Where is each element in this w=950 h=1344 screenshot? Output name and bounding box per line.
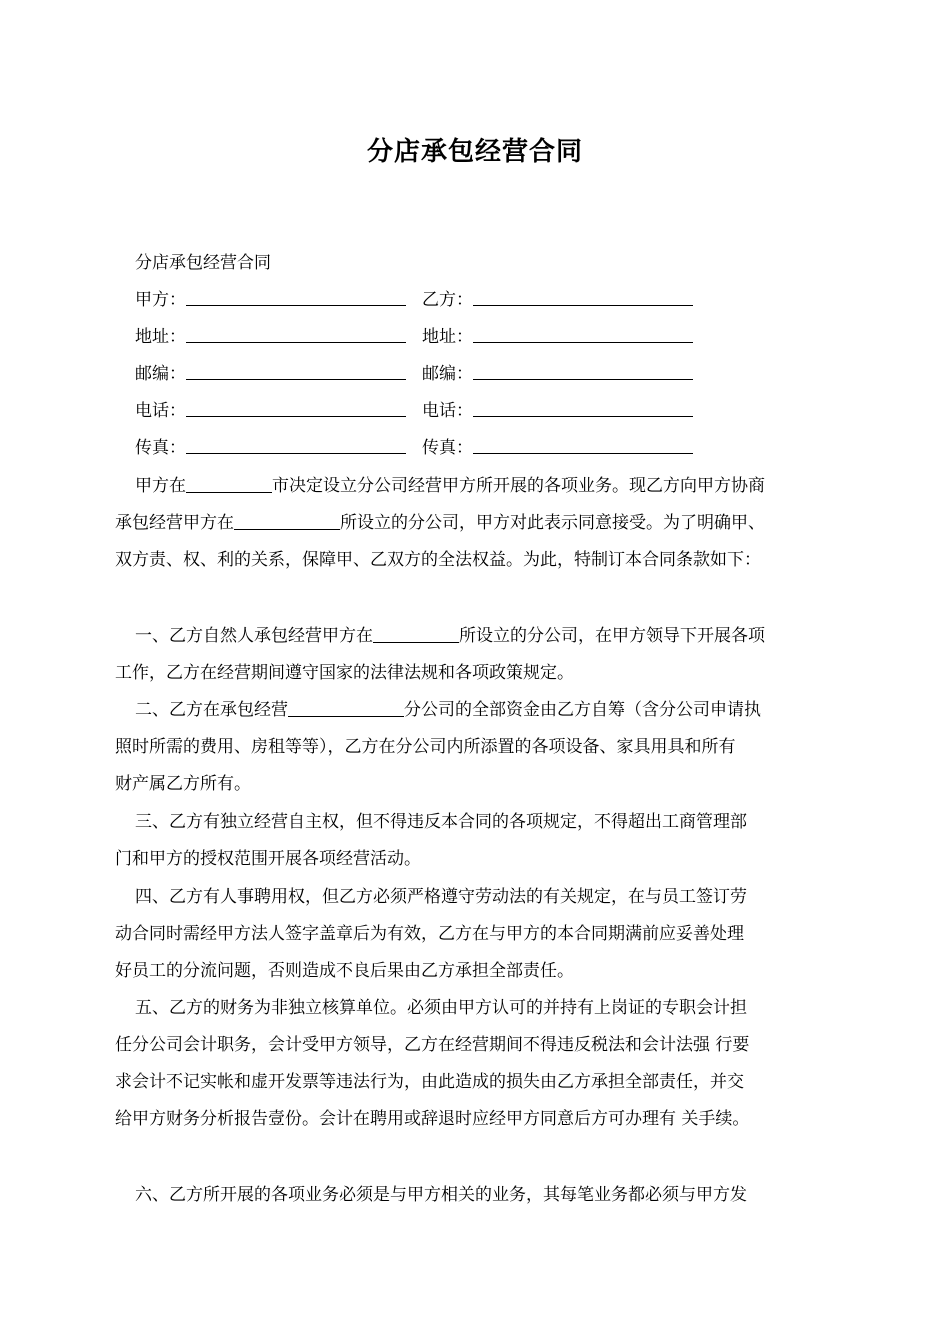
party-b-postcode-field[interactable] bbox=[473, 361, 693, 380]
party-row-fax bbox=[135, 435, 735, 461]
clause-text: 好员工的分流问题，否则造成不良后果由乙方承担全部责任。 bbox=[115, 961, 574, 981]
party-row-address bbox=[135, 324, 735, 350]
party-a-fax-field[interactable] bbox=[186, 435, 406, 454]
clause-2 bbox=[115, 692, 850, 803]
party-b-postcode-label: 邮编： bbox=[422, 364, 473, 384]
clause-text: 三、乙方有独立经营自主权，但不得违反本合同的各项规定，不得超出工商管理部 bbox=[135, 812, 747, 832]
party-b-name-field[interactable] bbox=[473, 287, 693, 306]
clause-text: 财产属乙方所有。 bbox=[115, 774, 251, 794]
clause-text: 任分公司会计职务，会计受甲方领导，乙方在经营期间不得违反税法和会计法强 行要 bbox=[115, 1035, 750, 1055]
party-a-postcode-label: 邮编： bbox=[135, 364, 186, 384]
preamble-text: 双方责、权、利的关系，保障甲、乙双方的全法权益。为此，特制订本合同条款如下： bbox=[115, 550, 761, 570]
party-b-fax-label: 传真： bbox=[422, 438, 473, 458]
party-b-fax-field[interactable] bbox=[473, 435, 693, 454]
clause-5 bbox=[115, 990, 850, 1138]
party-a-postcode-field[interactable] bbox=[186, 361, 406, 380]
clause-text: 门和甲方的授权范围开展各项经营活动。 bbox=[115, 849, 421, 869]
clause-text: 动合同时需经甲方法人签字盖章后为有效，乙方在与甲方的本合同期满前应妥善处理 bbox=[115, 924, 744, 944]
city-blank[interactable] bbox=[186, 474, 272, 493]
clause-1-blank[interactable] bbox=[373, 624, 459, 643]
party-a-phone-label: 电话： bbox=[135, 401, 186, 421]
clause-2-blank[interactable] bbox=[288, 698, 404, 717]
clause-text: 给甲方财务分析报告壹份。会计在聘用或辞退时应经甲方同意后方可办理有 关手续。 bbox=[115, 1109, 750, 1129]
clause-3 bbox=[115, 804, 850, 878]
party-b-phone-field[interactable] bbox=[473, 398, 693, 417]
document-subtitle: 分店承包经营合同 bbox=[135, 253, 271, 273]
party-a-address-field[interactable] bbox=[186, 324, 406, 343]
clause-4 bbox=[115, 879, 850, 990]
preamble-text: 市决定设立分公司经营甲方所开展的各项业务。现乙方向甲方协商 bbox=[272, 476, 765, 496]
clause-text: 四、乙方有人事聘用权，但乙方必须严格遵守劳动法的有关规定，在与员工签订劳 bbox=[135, 887, 747, 907]
party-a-address-label: 地址： bbox=[135, 327, 186, 347]
clause-1 bbox=[115, 618, 850, 692]
document-title: 分店承包经营合同 bbox=[366, 137, 583, 167]
clause-text: 五、乙方的财务为非独立核算单位。必须由甲方认可的并持有上岗证的专职会计担 bbox=[135, 998, 747, 1018]
party-row-name bbox=[135, 287, 735, 313]
party-row-postcode bbox=[135, 361, 735, 387]
clause-6 bbox=[115, 1177, 850, 1214]
clause-text: 一、乙方自然人承包经营甲方在 bbox=[135, 626, 373, 646]
clause-text: 照时所需的费用、房租等等），乙方在分公司内所添置的各项设备、家具用具和所有 bbox=[115, 737, 736, 757]
party-a-name-label: 甲方： bbox=[135, 290, 186, 310]
clause-text: 分公司的全部资金由乙方自筹（含分公司申请执 bbox=[404, 700, 761, 720]
party-b-address-label: 地址： bbox=[422, 327, 473, 347]
preamble-text: 所设立的分公司，甲方对此表示同意接受。为了明确甲、 bbox=[340, 513, 765, 533]
clause-text: 六、乙方所开展的各项业务必须是与甲方相关的业务，其每笔业务都必须与甲方发 bbox=[135, 1185, 747, 1205]
clause-text: 工作，乙方在经营期间遵守国家的法律法规和各项政策规定。 bbox=[115, 663, 574, 683]
party-b-phone-label: 电话： bbox=[422, 401, 473, 421]
clause-text: 求会计不记实帐和虚开发票等违法行为，由此造成的损失由乙方承担全部责任，并交 bbox=[115, 1072, 744, 1092]
party-a-fax-label: 传真： bbox=[135, 438, 186, 458]
party-row-phone bbox=[135, 398, 735, 424]
party-b-address-field[interactable] bbox=[473, 324, 693, 343]
clause-text: 二、乙方在承包经营 bbox=[135, 700, 288, 720]
party-a-phone-field[interactable] bbox=[186, 398, 406, 417]
preamble-paragraph bbox=[115, 468, 850, 579]
party-b-name-label: 乙方： bbox=[422, 290, 473, 310]
preamble-text: 甲方在 bbox=[135, 476, 186, 496]
party-a-name-field[interactable] bbox=[186, 287, 406, 306]
clause-text: 所设立的分公司，在甲方领导下开展各项 bbox=[459, 626, 765, 646]
preamble-text: 承包经营甲方在 bbox=[115, 513, 234, 533]
location-blank[interactable] bbox=[234, 511, 340, 530]
